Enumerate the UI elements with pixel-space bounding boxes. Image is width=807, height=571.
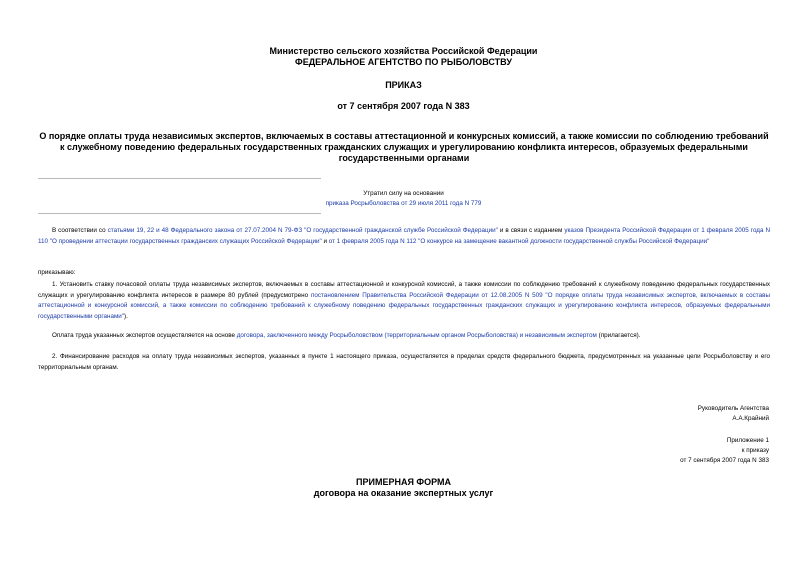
doc-type-heading: ПРИКАЗ (385, 80, 422, 90)
agency-heading: ФЕДЕРАЛЬНОЕ АГЕНТСТВО ПО РЫБОЛОВСТВУ (295, 57, 512, 67)
preamble-text-3: и (321, 237, 329, 245)
federal-law-link[interactable]: статьями 19, 22 и 48 Федерального закона от 27.07.2004 N 79-ФЗ "О государственной гражданской службе Российской Федерации" (107, 227, 498, 234)
decree-110-link[interactable]: указов Президента Российской Федерации от 1 февраля 2005 года N 110 "О проведении аттестации государственных гражданских служащих Российской Федерации" (38, 227, 771, 245)
preamble-text-2: и в связи с изданием (497, 227, 565, 234)
divider-bottom (38, 213, 321, 214)
paragraph-1 (38, 280, 770, 322)
appendix-ref: к приказу (741, 447, 769, 454)
contract-link[interactable]: договора, заключенного между Росрыболовством (территориальным органом Росрыболовства) и независимым экспертом (236, 332, 597, 339)
payment-text-1: Оплата труда указанных экспертов осуществляется на основе (52, 332, 237, 339)
form-subtitle: договора на оказание экспертных услуг (313, 488, 494, 498)
paragraph-1-text: 1. Установить ставку почасовой оплаты труда независимых экспертов, включаемых в составы аттестационной и конкурсной комиссий, а также комиссии по соблюдению требований к служебному поведению федеральных государственных служащих и урегулированию конфликта интересов в размере 80 рублей (предусмотрено (38, 281, 770, 299)
doc-date-heading: от 7 сентября 2007 года N 383 (337, 101, 470, 111)
signature-position: Руководитель Агентства (697, 405, 769, 412)
paragraph-2: 2. Финансирование расходов на оплату труда независимых экспертов, указанных в пункте 1 настоящего приказа, осуществляется в пределах средств федерального бюджета, предусмотренных на указанные цели Росрыболовству и его территориальным органам. (38, 353, 770, 371)
status-line (0, 199, 807, 209)
form-title: ПРИМЕРНАЯ ФОРМА (356, 477, 451, 487)
document-title: О порядке оплаты труда независимых экспертов, включаемых в составы аттестационной и конкурсных комиссий, а также комиссии по соблюдению требований к служебному поведению федеральных государственных гражданских служащих и урегулированию конфликта интересов, образуемых федеральными государственными органами (39, 131, 769, 163)
preamble-paragraph (38, 226, 770, 247)
preamble-text-1: В соответствии со (52, 227, 108, 234)
appendix-label: Приложение 1 (726, 437, 769, 444)
decree-112-link[interactable]: от 1 февраля 2005 года N 112 "О конкурсе на замещение вакантной должности государственной службы Российской Федерации" (328, 237, 710, 245)
payment-text-2: (прилагается). (596, 332, 641, 339)
repeal-order-link[interactable]: приказа Росрыболовства от 29 июля 2011 года N 779 (325, 200, 482, 207)
paragraph-1-end: ). (124, 312, 128, 320)
divider-top (38, 178, 321, 179)
appendix-date: от 7 сентября 2007 года N 383 (680, 457, 769, 464)
status-note: Утратил силу на основании (363, 190, 444, 197)
government-resolution-link[interactable]: постановлением Правительства Российской Федерации от 12.08.2005 N 509 "О порядке оплаты труда независимых экспертов, включаемых в составы аттестационной и конкурсной комиссий, а также комиссии по соблюдению требований к служебному поведению федеральных государственных гражданских служащих и урегулированию конфликта интересов, образуемых федеральными государственными органами" (38, 291, 770, 320)
payment-paragraph (38, 331, 770, 342)
signature-name: А.А.Крайний (732, 415, 769, 422)
order-word: приказываю: (38, 269, 76, 276)
ministry-heading: Министерство сельского хозяйства Российской Федерации (269, 46, 538, 56)
